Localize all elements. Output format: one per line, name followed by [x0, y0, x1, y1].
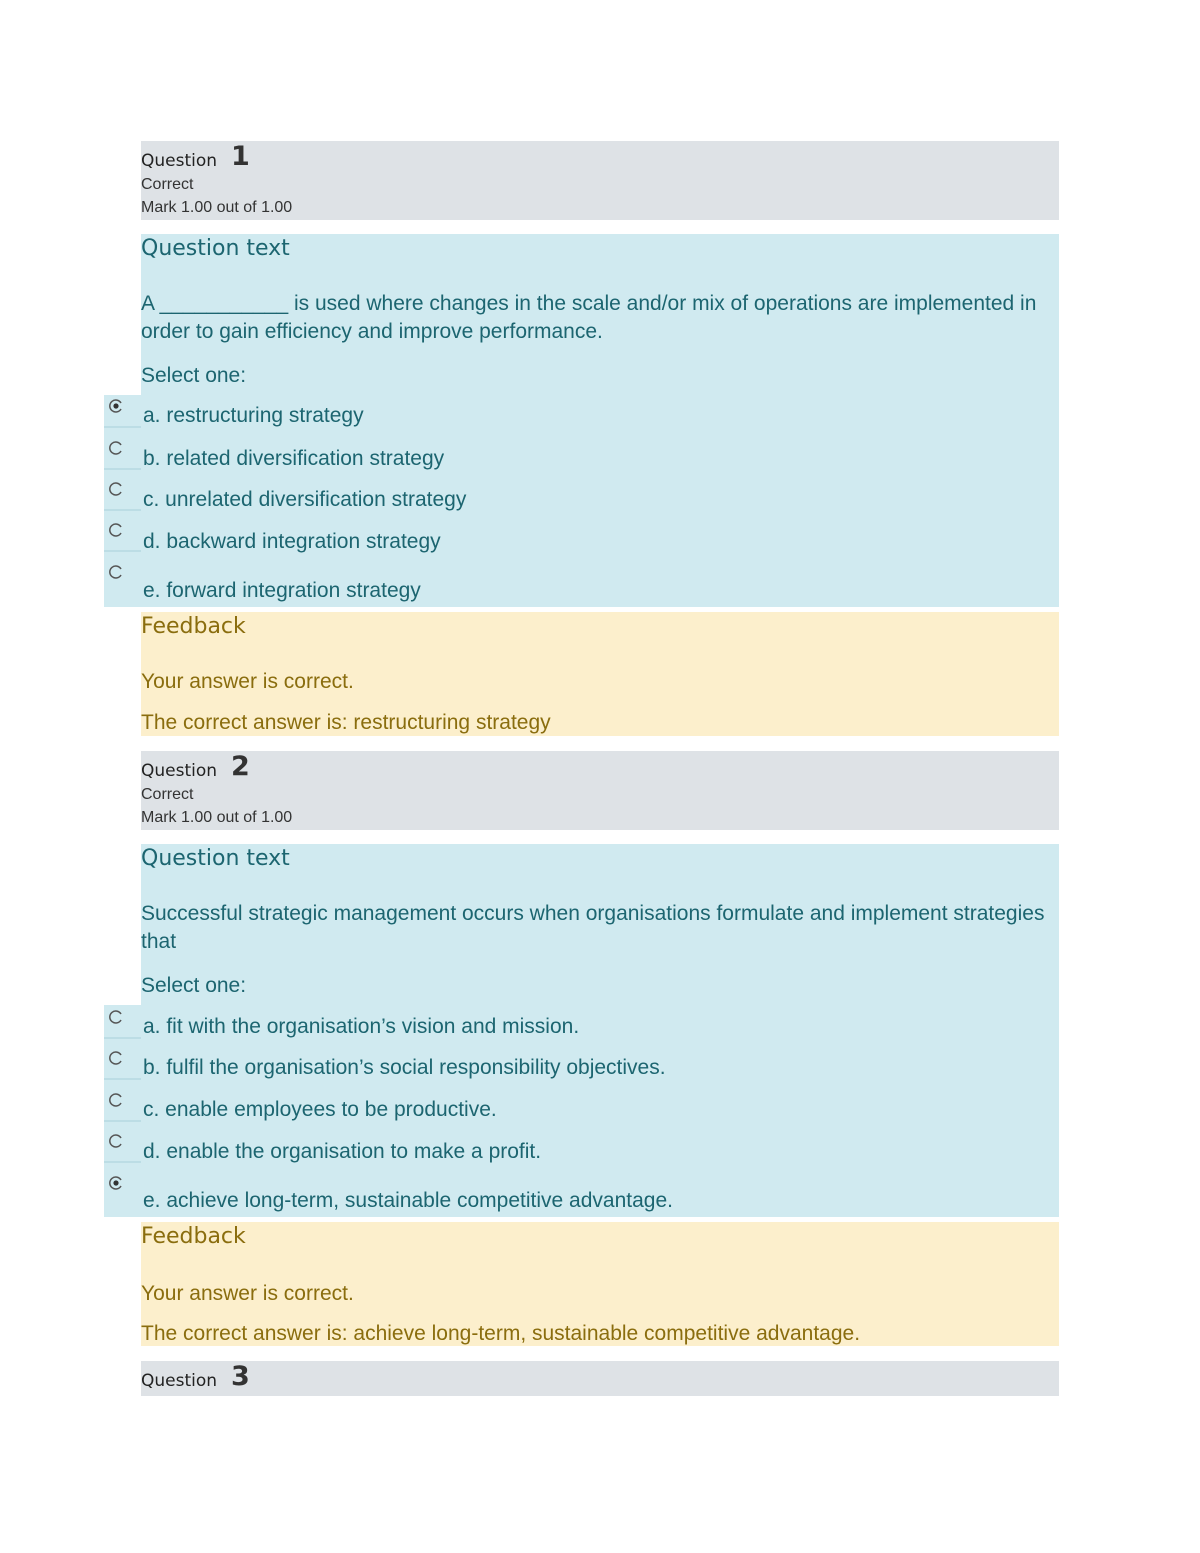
- question-grade: Mark 1.00 out of 1.00: [141, 809, 293, 826]
- radio-button[interactable]: [108, 1050, 124, 1066]
- answer-option-a[interactable]: a. fit with the organisation’s vision and mission.: [143, 1015, 580, 1038]
- answer-option-d[interactable]: d. enable the organisation to make a profit.: [143, 1140, 542, 1163]
- answer-option-c[interactable]: c. enable employees to be productive.: [143, 1098, 497, 1121]
- radio-button[interactable]: [108, 440, 124, 456]
- question-number: 2: [231, 751, 250, 782]
- question-text-heading: Question text: [141, 846, 290, 871]
- option-divider: [104, 1078, 141, 1080]
- radio-button[interactable]: [108, 1175, 124, 1191]
- question-number: 1: [231, 141, 250, 172]
- radio-button[interactable]: [108, 564, 124, 580]
- correct-answer-text: The correct answer is: achieve long-term, sustainable competitive advantage.: [141, 1322, 861, 1345]
- feedback-heading: Feedback: [141, 614, 246, 639]
- answer-option-c[interactable]: c. unrelated diversification strategy: [143, 488, 467, 511]
- answer-option-e[interactable]: e. forward integration strategy: [143, 579, 421, 602]
- radio-button[interactable]: [108, 1092, 124, 1108]
- question-number: 3: [231, 1361, 250, 1392]
- question-prompt: Successful strategic management occurs when organisations formulate and implement strategies that: [141, 902, 1045, 953]
- answer-option-d[interactable]: d. backward integration strategy: [143, 530, 441, 553]
- option-divider: [104, 426, 141, 428]
- question-prompt: A ___________ is used where changes in the scale and/or mix of operations are implemented in order to gain efficiency and improve performance.: [141, 292, 1037, 343]
- option-divider: [104, 509, 141, 511]
- question-1-info: [141, 141, 1059, 220]
- question-label: Question: [141, 1371, 218, 1391]
- select-one-label: Select one:: [141, 974, 247, 997]
- correct-answer-text: The correct answer is: restructuring strategy: [141, 711, 551, 734]
- question-2-feedback: [141, 1222, 1059, 1346]
- answer-option-e[interactable]: e. achieve long-term, sustainable competitive advantage.: [143, 1189, 673, 1212]
- question-grade: Mark 1.00 out of 1.00: [141, 199, 293, 216]
- question-state: Correct: [141, 176, 194, 193]
- answer-option-b[interactable]: b. related diversification strategy: [143, 447, 445, 470]
- radio-button[interactable]: [108, 481, 124, 497]
- answer-option-b[interactable]: b. fulfil the organisation’s social responsibility objectives.: [143, 1056, 666, 1079]
- option-divider: [104, 1161, 141, 1163]
- option-divider: [104, 550, 141, 552]
- radio-button[interactable]: [108, 1009, 124, 1025]
- answer-option-a[interactable]: a. restructuring strategy: [143, 404, 364, 427]
- option-divider: [104, 468, 141, 470]
- question-3-info: [141, 1361, 1059, 1396]
- radio-button[interactable]: [108, 398, 124, 414]
- question-2-info: [141, 751, 1059, 830]
- question-state: Correct: [141, 786, 194, 803]
- feedback-text: Your answer is correct.: [141, 1282, 354, 1305]
- question-label: Question: [141, 151, 218, 171]
- option-divider: [104, 1120, 141, 1122]
- option-divider: [104, 1037, 141, 1039]
- question-1-feedback: [141, 612, 1059, 736]
- select-one-label: Select one:: [141, 364, 247, 387]
- radio-button[interactable]: [108, 522, 124, 538]
- question-label: Question: [141, 761, 218, 781]
- radio-button[interactable]: [108, 1133, 124, 1149]
- question-text-heading: Question text: [141, 236, 290, 261]
- feedback-heading: Feedback: [141, 1224, 246, 1249]
- feedback-text: Your answer is correct.: [141, 670, 354, 693]
